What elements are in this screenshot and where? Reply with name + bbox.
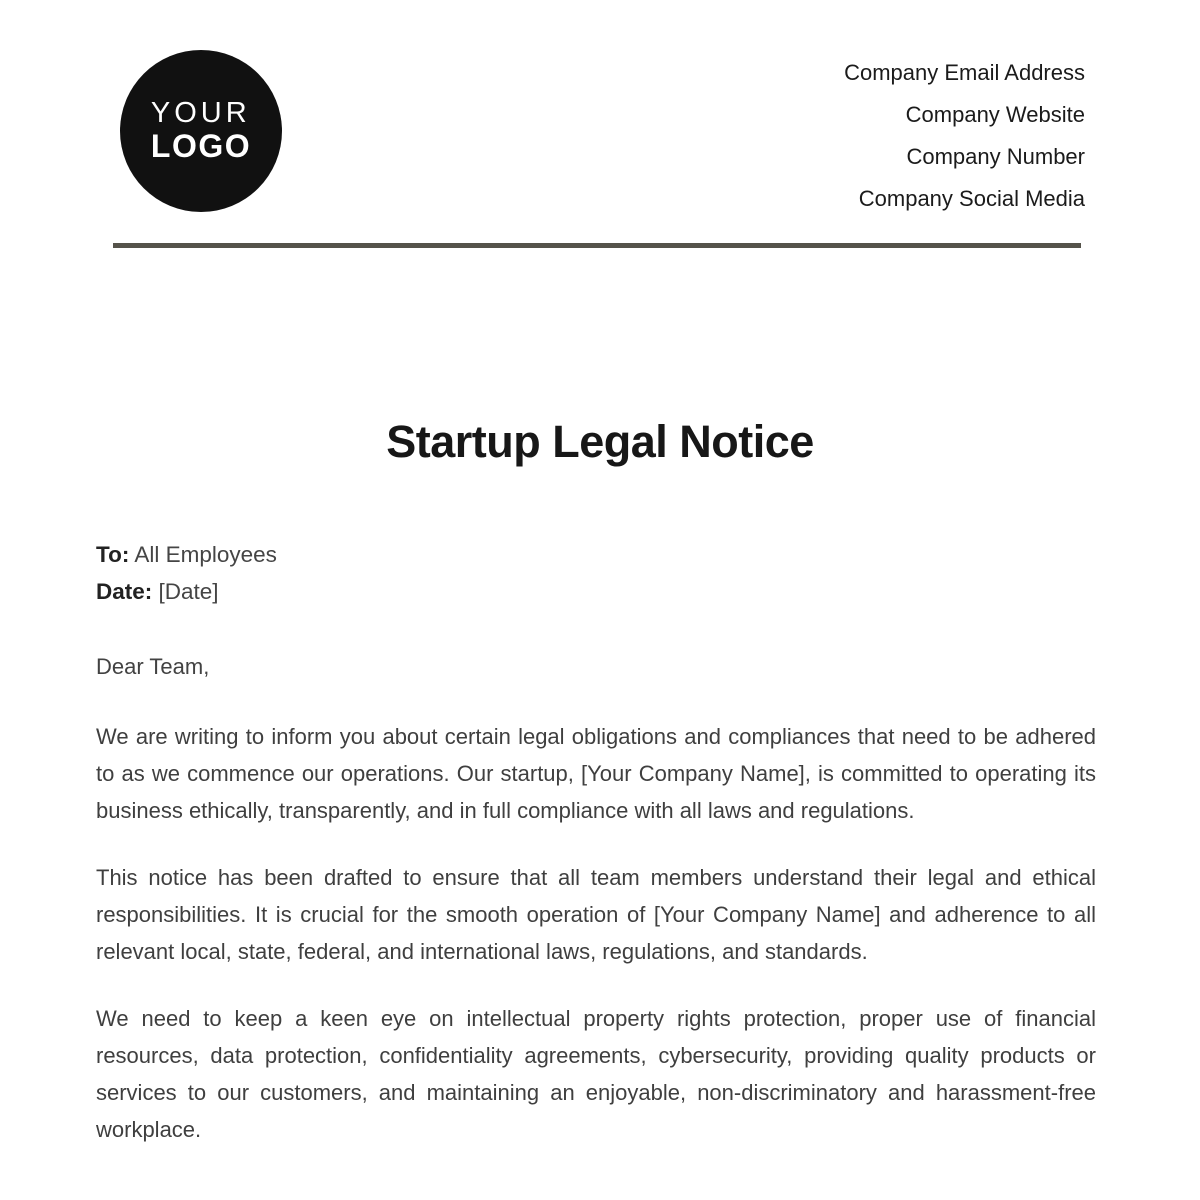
meta-date-label: Date: [96, 579, 153, 604]
meta-date-line [96, 573, 1096, 610]
company-logo [120, 50, 282, 212]
meta-to-label: To: [96, 542, 130, 567]
letter-body [96, 718, 1096, 1178]
paragraph-3: We need to keep a keen eye on intellectual property rights protection, proper use of financial resources, data protection, confidentiality agreements, cybersecurity, providing quality products or services to our customers, and maintaining an enjoyable, non-discriminatory and harassment-free workplace. [96, 1006, 1096, 1142]
contact-line-email: Company Email Address [844, 60, 1085, 85]
logo-line-logo: LOGO [150, 128, 252, 165]
page-title: Startup Legal Notice [386, 416, 814, 467]
meta-to-value: All Employees [134, 542, 277, 567]
meta-date-value: [Date] [158, 579, 219, 604]
contact-line-number: Company Number [906, 144, 1085, 169]
letter-meta [96, 536, 1096, 610]
meta-to-line [96, 536, 1096, 573]
paragraph-2: This notice has been drafted to ensure that all team members understand their legal and ethical responsibilities. It is crucial for the smooth operation of [Your Company Name] and adherence to all relevant local, state, federal, and international laws, regulations, and standards. [96, 865, 1096, 964]
contact-line-website: Company Website [905, 102, 1085, 127]
contact-line-social: Company Social Media [858, 186, 1085, 211]
logo-line-your: YOUR [150, 97, 251, 130]
header-divider [113, 243, 1081, 248]
logo-text [151, 98, 251, 164]
salutation: Dear Team, [96, 654, 210, 679]
header-contact-block [844, 52, 1085, 220]
paragraph-1: We are writing to inform you about certain legal obligations and compliances that need to be adhered to as we commence our operations. Our startup, [Your Company Name], is committed to operating its business ethically, transparently, and in full compliance with all laws and regulations. [96, 724, 1096, 823]
